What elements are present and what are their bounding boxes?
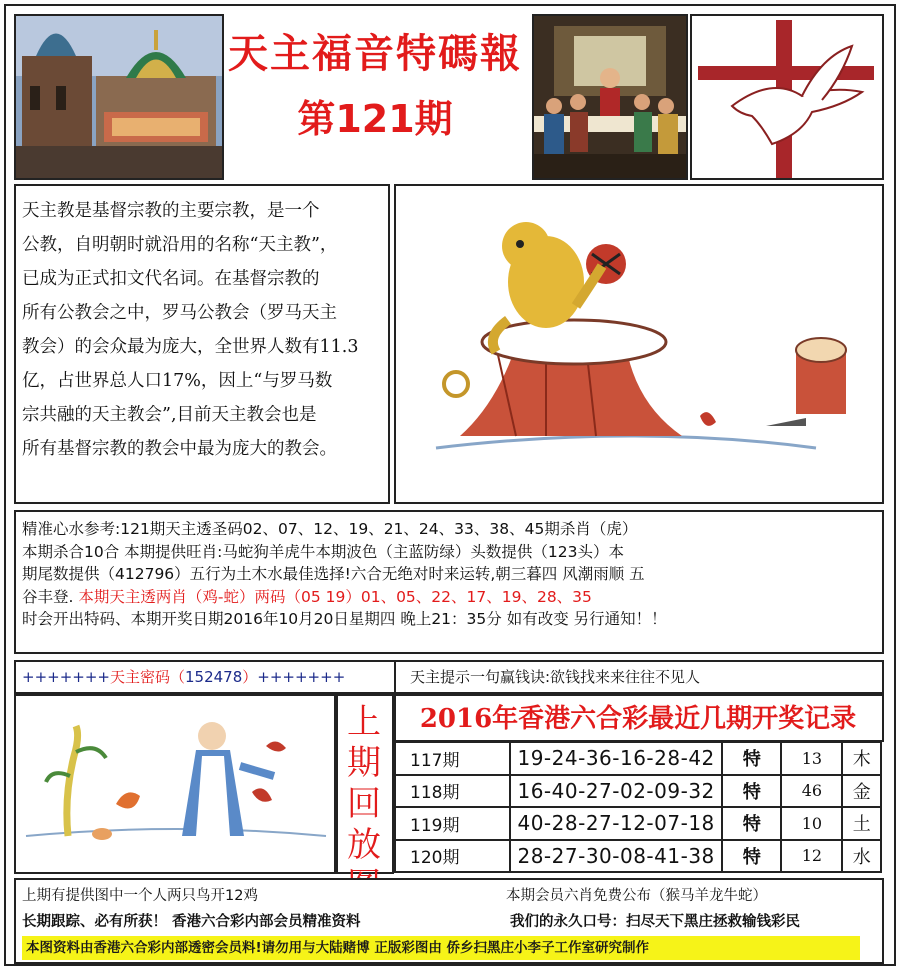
highlight-prediction: 本期天主透两肖（鸡-蛇）两码（05 19）01、05、22、17、19、28、35	[78, 587, 592, 606]
period-cell: 118期	[395, 775, 510, 808]
element-cell: 木	[842, 742, 881, 775]
numbers-cell: 28-27-30-08-41-38	[510, 840, 722, 873]
period-cell: 120期	[395, 840, 510, 873]
replay-char: 期	[347, 743, 381, 783]
replay-char: 上	[347, 702, 381, 742]
element-cell: 金	[842, 775, 881, 808]
special-number-cell: 10	[781, 807, 842, 840]
special-number-cell: 13	[781, 742, 842, 775]
replay-char: 回	[347, 784, 381, 824]
monkey-illustration	[394, 184, 884, 504]
record-title: 2016年香港六合彩最近几期开奖记录	[419, 704, 857, 734]
element-cell: 土	[842, 807, 881, 840]
special-label-cell: 特	[722, 840, 781, 873]
footer-right-2: 我们的永久口号：扫尽天下黑庄拯救输钱彩民	[510, 914, 800, 930]
numbers-cell: 40-28-27-12-07-18	[510, 807, 722, 840]
hint-text: 天主提示一句赢钱诀:欲钱找来来往往不见人	[410, 668, 701, 686]
intro-line: 所有公教会之中，罗马公教会（罗马天主	[22, 303, 337, 323]
advice-line: 期尾数提供（412796）五行为土木水最佳选择!六合无绝对时来运转,朝三暮四 风潮雨顺 五	[22, 565, 645, 583]
table-row	[395, 775, 881, 808]
footer-left-1: 上期有提供图中一个人两只鸟开12鸡	[22, 888, 258, 904]
table-row	[395, 742, 881, 775]
intro-line: 教会）的会众最为庞大，全世界人数有11.3	[22, 337, 359, 357]
footer-left-2: 长期跟踪、必有所获！ 香港六合彩内部会员精准资料	[22, 914, 361, 930]
advice-line: 本期杀合10合 本期提供旺肖:马蛇狗羊虎牛本期波色（主蓝防绿）头数提供（123头）本	[22, 542, 624, 561]
special-number-cell: 12	[781, 840, 842, 873]
code-close: ）	[242, 668, 258, 686]
code-value: 152478	[185, 668, 243, 686]
numbers-cell: 16-40-27-02-09-32	[510, 775, 722, 808]
code-label: 天主密码（	[109, 668, 185, 686]
advice-line	[22, 586, 882, 609]
table-row	[395, 807, 881, 840]
results-table	[394, 741, 882, 873]
advice-line-part: 谷丰登.	[22, 587, 74, 606]
plus-right: +++++++	[257, 668, 346, 686]
intro-line: 所有基督宗教的教会中最为庞大的教会。	[22, 439, 337, 459]
element-cell: 水	[842, 840, 881, 873]
replay-char: 放	[347, 825, 381, 865]
last-supper-painting	[532, 14, 688, 180]
special-number-cell: 46	[781, 775, 842, 808]
period-cell: 117期	[395, 742, 510, 775]
special-label-cell: 特	[722, 742, 781, 775]
church-photo	[14, 14, 224, 180]
secret-code	[22, 666, 402, 687]
numbers-cell: 19-24-36-16-28-42	[510, 742, 722, 775]
intro-line: 已成为正式扣文代名词。在基督宗教的	[22, 269, 320, 289]
intro-line: 亿，占世界总人口17%，因上“与罗马数	[22, 371, 333, 391]
plus-left: +++++++	[22, 668, 110, 686]
newspaper-title: 天主福音特碼報	[228, 31, 522, 77]
advice-line: 精准心水参考:121期天主透圣码02、07、12、19、21、24、33、38、45期杀肖（虎）	[22, 520, 638, 538]
footer-highlight: 本图资料由香港六合彩内部透密会员料!请勿用与大陆赌博 正版彩图由 侨乡扫黑庄小李子工作室研究制作	[22, 936, 860, 960]
special-label-cell: 特	[722, 775, 781, 808]
special-label-cell: 特	[722, 807, 781, 840]
intro-line: 公教，自明朝时就沿用的名称“天主教”，	[22, 235, 338, 255]
replay-label	[338, 702, 390, 907]
table-row	[395, 840, 881, 873]
period-cell: 119期	[395, 807, 510, 840]
intro-line: 天主教是基督宗教的主要宗教，是一个	[22, 201, 320, 221]
intro-text	[22, 194, 382, 466]
cross-dove-image	[690, 14, 884, 180]
intro-line: 宗共融的天主教会”,目前天主教会也是	[22, 405, 317, 425]
replay-illustration	[14, 694, 336, 874]
advice-line: 时会开出特码、本期开奖日期2016年10月20日星期四 晚上21：35分 如有改变 另行通知！！	[22, 610, 667, 628]
advice-text	[22, 518, 882, 631]
footer-right-1: 本期会员六肖免费公布（猴马羊龙牛蛇）	[506, 888, 767, 904]
issue-number: 第121期	[297, 97, 453, 141]
